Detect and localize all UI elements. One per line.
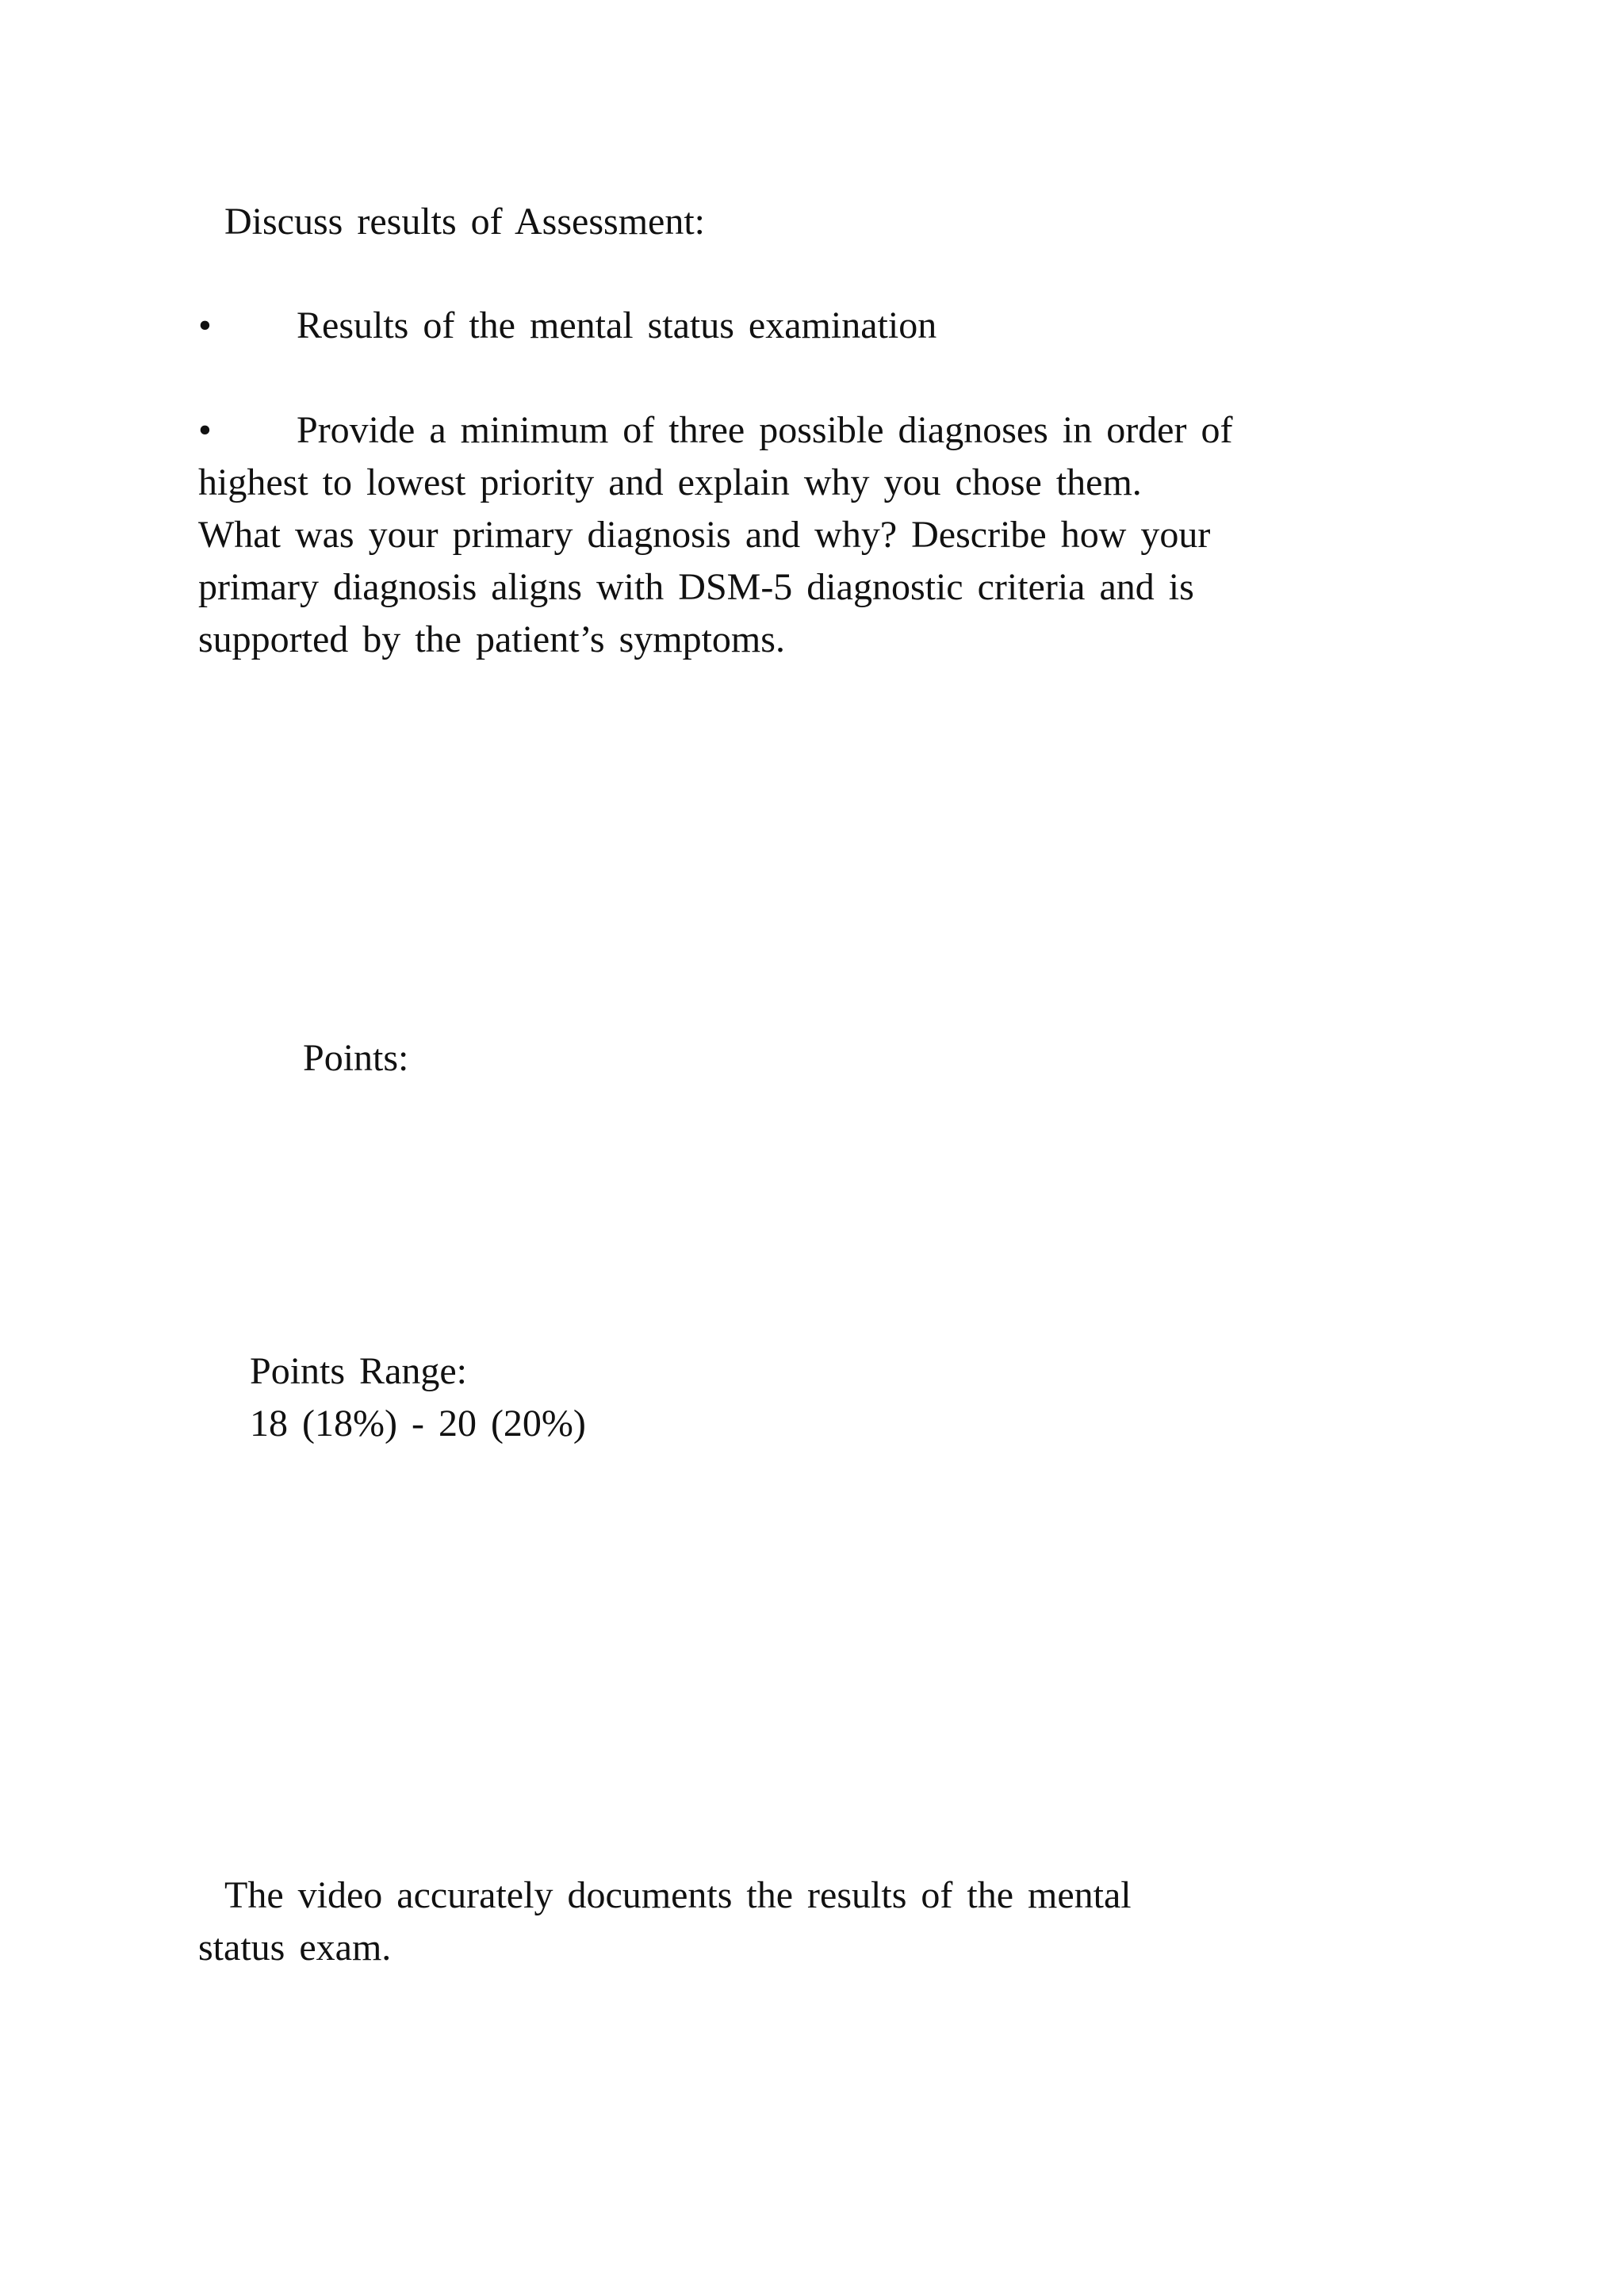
section-heading: Discuss results of Assessment: xyxy=(224,201,705,243)
points-range-value: 18 (18%) - 20 (20%) xyxy=(250,1402,586,1445)
bullet-item-diagnoses-line: primary diagnosis aligns with DSM-5 diagnostic criteria and is xyxy=(198,566,1194,608)
criterion-line: The video accurately documents the results of the mental xyxy=(224,1874,1132,1916)
points-range xyxy=(250,1345,586,1450)
bullet-marker: • xyxy=(198,409,212,451)
criterion-description xyxy=(198,1869,1132,1974)
bullet-marker: • xyxy=(198,304,212,346)
bullet-item-mental-status: Results of the mental status examination xyxy=(297,304,937,346)
points-label: Points: xyxy=(303,1037,409,1079)
bullet-item-diagnoses-line: highest to lowest priority and explain why you chose them. xyxy=(198,461,1142,503)
bullet-item-diagnoses-line: supported by the patient’s symptoms. xyxy=(198,618,785,660)
points-range-label: Points Range: xyxy=(250,1350,468,1392)
criterion-line: status exam. xyxy=(198,1927,392,1969)
bullet-item-diagnoses-line: Provide a minimum of three possible diagnoses in order of xyxy=(297,409,1233,451)
bullet-item-diagnoses-line: What was your primary diagnosis and why? Describe how your xyxy=(198,514,1211,556)
bullet-item-diagnoses xyxy=(198,404,1232,666)
